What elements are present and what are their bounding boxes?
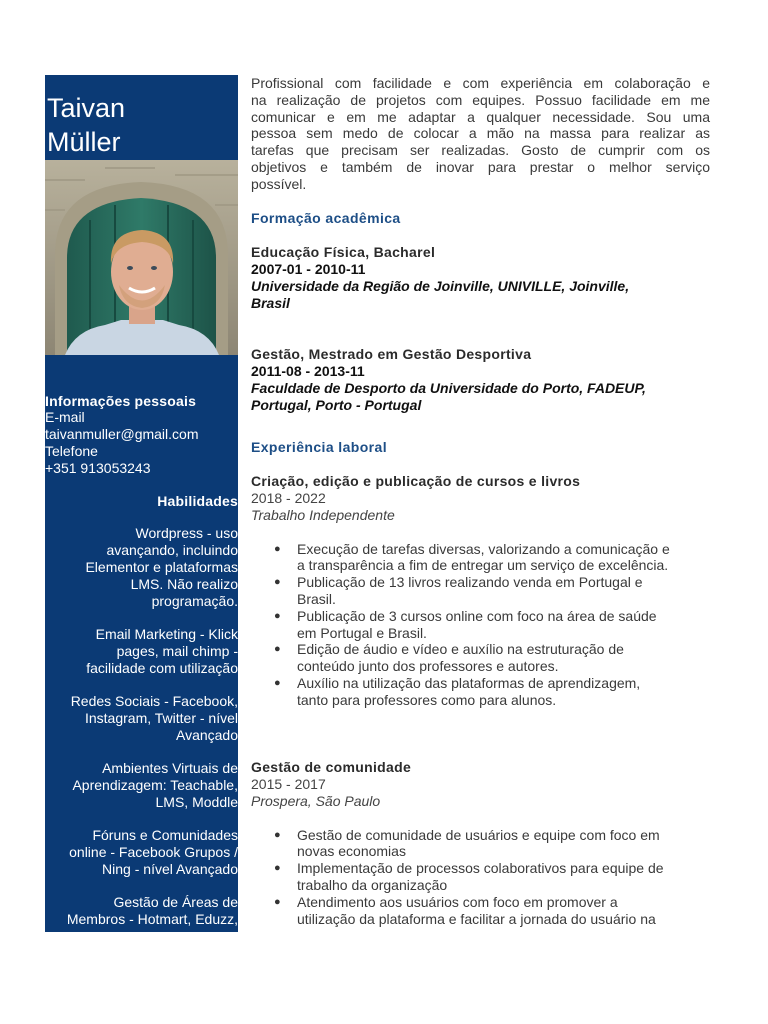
- skill-line: avançando, incluindo: [106, 542, 238, 558]
- personal-info-heading: Informações pessoais: [45, 393, 197, 409]
- list-item: [297, 641, 710, 675]
- list-item: [297, 860, 710, 894]
- profile-photo: [45, 160, 238, 355]
- skill-item: [45, 693, 238, 744]
- skill-line: Elementor e plataformas: [85, 559, 238, 575]
- candidate-name: [45, 75, 238, 159]
- experience-heading: Experiência laboral: [251, 438, 387, 455]
- summary-line: pessoa sem medo de colocar a mão na massa para realizar as: [251, 125, 710, 142]
- skills-heading: Habilidades: [157, 493, 238, 509]
- email-label: E-mail: [45, 409, 85, 425]
- bullet-line: Publicação de 3 cursos online com foco na área de saúde: [297, 607, 657, 624]
- skill-item: [45, 525, 238, 610]
- skill-line: Ning - nível Avançado: [102, 861, 238, 877]
- skill-line: LMS, Moddle: [155, 794, 238, 810]
- name-line-1: Taivan: [47, 93, 126, 123]
- list-item: [297, 894, 710, 928]
- job-place: Trabalho Independente: [251, 506, 395, 523]
- degree-dates: 2007-01 - 2010-11: [251, 260, 366, 277]
- job-bullets: [251, 827, 710, 928]
- main-content: [251, 75, 710, 927]
- bullet-line: Implementação de processos colaborativos para equipe de: [297, 860, 664, 877]
- name-line-2: Müller: [47, 127, 121, 157]
- bullet-line: novas economias: [297, 843, 406, 860]
- institution: Brasil: [251, 294, 290, 311]
- job-dates: 2018 - 2022: [251, 489, 326, 506]
- skill-line: Gestão de Áreas de: [113, 894, 238, 910]
- list-item: [297, 608, 710, 642]
- skill-line: Redes Sociais - Facebook,: [70, 693, 238, 709]
- bullet-line: tanto para professores como para alunos.: [297, 691, 557, 708]
- list-item: [297, 541, 710, 575]
- education-entry: [251, 346, 710, 414]
- list-item: [297, 574, 710, 608]
- summary-line: tarefas que precisam ser realizadas. Gosto de cumprir com os: [251, 142, 710, 159]
- list-item: [297, 827, 710, 861]
- bullet-line: Edição de áudio e vídeo e auxílio na estruturação de: [297, 641, 624, 658]
- bullet-line: Execução de tarefas diversas, valorizando a comunicação e: [297, 540, 670, 557]
- skill-line: Ambientes Virtuais de: [102, 760, 238, 776]
- summary-line: possível.: [251, 175, 307, 192]
- summary-line: objetivos e também de inovar para prestar o melhor serviço: [251, 158, 710, 175]
- degree-dates: 2011-08 - 2013-11: [251, 362, 365, 379]
- skill-item: [45, 760, 238, 811]
- job-dates: 2015 - 2017: [251, 775, 326, 792]
- profile-photo-illustration: [45, 160, 238, 355]
- job-place: Prospera, São Paulo: [251, 792, 381, 809]
- bullet-line: a transparência a fim de entregar um serviço de excelência.: [297, 557, 669, 574]
- bullet-line: conteúdo junto dos professores e autores.: [297, 658, 559, 675]
- bullet-line: Atendimento aos usuários com foco em promover a: [297, 893, 618, 910]
- skill-item: [45, 626, 238, 677]
- degree-title: Gestão, Mestrado em Gestão Desportiva: [251, 345, 532, 362]
- job-bullets: [251, 541, 710, 709]
- skill-line: Wordpress - uso: [135, 525, 238, 541]
- education-heading: Formação acadêmica: [251, 209, 401, 226]
- sidebar-body: [45, 393, 238, 928]
- phone-label: Telefone: [45, 443, 98, 459]
- skill-line: Aprendizagem: Teachable,: [72, 777, 238, 793]
- skill-line: Membros - Hotmart, Eduzz,: [66, 911, 238, 927]
- bullet-line: trabalho da organização: [297, 876, 448, 893]
- bullet-line: Gestão de comunidade de usuários e equipe com foco em: [297, 826, 660, 843]
- skill-line: LMS. Não realizo: [130, 576, 238, 592]
- skill-line: programação.: [151, 593, 238, 609]
- institution: Universidade da Região de Joinville, UNIVILLE, Joinville,: [251, 277, 630, 294]
- sidebar: [45, 75, 238, 932]
- skill-line: Instagram, Twitter - nível: [84, 710, 238, 726]
- phone-value[interactable]: +351 913053243: [45, 460, 151, 476]
- list-item: [297, 675, 710, 709]
- profile-summary: [251, 75, 710, 193]
- skill-line: online - Facebook Grupos /: [69, 844, 238, 860]
- institution: Portugal, Porto - Portugal: [251, 396, 422, 413]
- skill-item: [45, 894, 238, 928]
- job-title: Gestão de comunidade: [251, 758, 412, 775]
- degree-title: Educação Física, Bacharel: [251, 243, 436, 260]
- institution: Faculdade de Desporto da Universidade do Porto, FADEUP,: [251, 379, 646, 396]
- bullet-line: Publicação de 13 livros realizando venda em Portugal e: [297, 574, 643, 591]
- skill-line: Email Marketing - Klick: [95, 626, 238, 642]
- summary-line: Profissional com facilidade e com experiência em colaboração e: [251, 75, 710, 91]
- skill-line: facilidade com utilização: [86, 660, 238, 676]
- education-entry: [251, 244, 710, 312]
- bullet-line: utilização da plataforma e facilitar a jornada do usuário na: [297, 910, 656, 927]
- skill-line: pages, mail chimp -: [116, 643, 238, 659]
- skill-line: Fóruns e Comunidades: [92, 827, 238, 843]
- job-title: Criação, edição e publicação de cursos e livros: [251, 472, 581, 489]
- summary-line: comunicar e em me adaptar a qualquer necessidade. Sou uma: [251, 108, 710, 125]
- bullet-line: Auxílio na utilização das plataformas de aprendizagem,: [297, 674, 641, 691]
- bullet-line: em Portugal e Brasil.: [297, 624, 427, 641]
- skill-item: [45, 827, 238, 878]
- skill-line: Avançado: [175, 727, 238, 743]
- email-value[interactable]: taivanmuller@gmail.com: [45, 426, 199, 442]
- summary-line: na realização de projetos com equipes. Possuo facilidade em me: [251, 91, 710, 108]
- experience-entry: [251, 759, 710, 928]
- bullet-line: Brasil.: [297, 590, 336, 607]
- experience-entry: [251, 473, 710, 709]
